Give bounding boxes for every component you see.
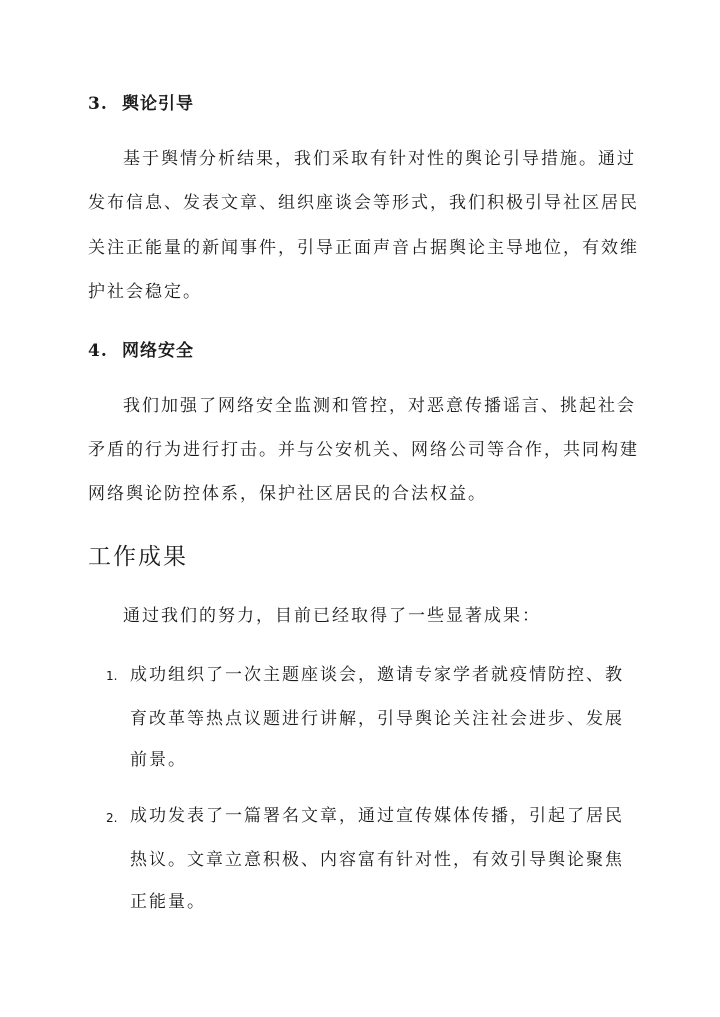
list-item-line: 育改革等热点议题进行讲解，引导舆论关注社会进步、发展 xyxy=(130,709,624,729)
list-item-line: 前景。 xyxy=(130,750,187,770)
paragraph-line: 关注正能量的新闻事件，引导正面声音占据舆论主导地位，有效维 xyxy=(88,238,639,258)
paragraph-line: 我们加强了网络安全监测和管控，对恶意传播谣言、挑起社会 xyxy=(123,396,636,416)
section-heading-number: 3. xyxy=(88,94,108,114)
section-heading-text: 舆论引导 xyxy=(122,94,194,114)
paragraph-line: 矛盾的行为进行打击。并与公安机关、网络公司等合作，共同构建 xyxy=(88,440,639,460)
section-heading-text: 网络安全 xyxy=(122,341,194,361)
list-item-line: 成功发表了一篇署名文章，通过宣传媒体传播，引起了居民 xyxy=(130,806,624,826)
results-intro: 通过我们的努力，目前已经取得了一些显著成果： xyxy=(123,606,541,626)
section-heading-4 xyxy=(88,336,194,361)
list-item-line: 成功组织了一次主题座谈会，邀请专家学者就疫情防控、教 xyxy=(130,665,624,685)
results-title: 工作成果 xyxy=(88,544,188,570)
paragraph-line: 护社会稳定。 xyxy=(88,282,202,302)
list-marker: 1. xyxy=(106,669,118,683)
list-marker: 2. xyxy=(106,811,118,825)
section-heading-number: 4. xyxy=(88,341,108,361)
list-item-line: 正能量。 xyxy=(130,892,206,912)
section-heading-3 xyxy=(88,89,194,114)
list-item-line: 热议。文章立意积极、内容富有针对性，有效引导舆论聚焦 xyxy=(130,850,624,870)
paragraph-line: 基于舆情分析结果，我们采取有针对性的舆论引导措施。通过 xyxy=(123,149,636,169)
paragraph-line: 发布信息、发表文章、组织座谈会等形式，我们积极引导社区居民 xyxy=(88,193,639,213)
paragraph-line: 网络舆论防控体系，保护社区居民的合法权益。 xyxy=(88,484,487,504)
